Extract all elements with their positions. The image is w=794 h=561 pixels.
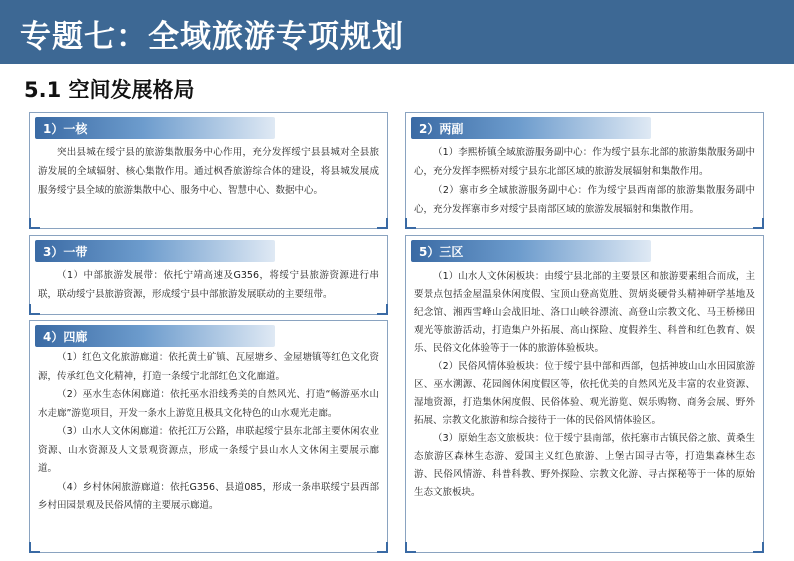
panel-body (414, 143, 755, 219)
corner-decoration (377, 304, 388, 315)
page-title: 专题七：全域旅游专项规划 (20, 19, 404, 55)
corner-decoration (405, 218, 416, 229)
panel-label: 2）两副 (419, 122, 464, 136)
paragraph: （1）山水人文休闲板块：由绥宁县北部的主要景区和旅游要素组合而成，主要景点包括金屋温泉休闲度假、宝顶山登高览胜、贺炳炎硬骨头精神研学基地及纪念馆、湘西雪峰山会战旧址、洛口山峡谷漂流、高登山宗教文化、马王桥梯田观光等旅游活动，打造集户外拓展、高山探险、度假养生、科普和红色教育、娱乐、民俗文化体验等于一体的旅游体验板块。 (414, 271, 755, 354)
paragraph: （3）原始生态文旅板块：位于绥宁县南部，依托寨市古镇民俗之旅、黄桑生态旅游区森林生态游、爱国主义红色旅游、上堡古国寻古等，打造集森林生态游、民俗风情游、科普科教、野外探险、宗教文化游、寻古探秘等于一体的原始生态文旅板块。 (414, 433, 755, 498)
panel-header (411, 117, 651, 139)
panel-label: 5）三区 (419, 245, 464, 259)
paragraph: （2）巫水生态休闲廊道：依托巫水沿线秀美的自然风光、打造“畅游巫水山水走廊”游览项目，开发一条水上游览且极具文化特色的山水观光走廊。 (38, 389, 379, 419)
corner-decoration (377, 218, 388, 229)
panel-label: 3）一带 (43, 245, 88, 259)
panel-two-vice (405, 112, 764, 229)
paragraph: （1）李熙桥镇全域旅游服务副中心：作为绥宁县东北部的旅游集散服务副中心，充分发挥李熙桥对绥宁县东北部区域的旅游发展辐射和集散作用。 (414, 147, 755, 177)
panel-five-zones (405, 235, 764, 553)
panel-label: 4）四廊 (43, 330, 88, 344)
panel-body (414, 268, 755, 502)
corner-decoration (753, 218, 764, 229)
panel-body (38, 349, 379, 516)
corner-decoration (29, 542, 40, 553)
panel-header (35, 117, 275, 139)
paragraph: （1）红色文化旅游廊道：依托黄土矿镇、瓦屋塘乡、金屋塘镇等红色文化资源，传承红色文化精神，打造一条绥宁北部红色文化廊道。 (38, 352, 379, 382)
panel-header (35, 325, 275, 347)
panel-body (38, 143, 379, 200)
paragraph: （2）寨市乡全域旅游服务副中心：作为绥宁县西南部的旅游集散服务副中心，充分发挥寨市乡对绥宁县南部区域的旅游发展辐射和集散作用。 (414, 185, 755, 215)
header-bar (0, 0, 794, 64)
panel-body (38, 266, 379, 304)
paragraph: （2）民俗风情体验板块：位于绥宁县中部和西部，包括神坡山山水田园旅游区、巫水溯源、花园阁休闲度假区等，依托优美的自然风光及丰富的农业资源、湿地资源，打造集休闲度假、民俗体验、观光游览、娱乐购物、商务会展、野外拓展、宗教文化旅游和综合接待于一体的民俗风情体验区。 (414, 361, 755, 426)
corner-decoration (405, 542, 416, 553)
corner-decoration (753, 542, 764, 553)
panel-label: 1）一核 (43, 122, 88, 136)
panel-one-belt (29, 235, 388, 315)
section-title: 5.1 空间发展格局 (24, 78, 195, 102)
panel-one-core (29, 112, 388, 229)
paragraph: （1）中部旅游发展带：依托宁靖高速及G356，将绥宁县旅游资源进行串联，联动绥宁县旅游资源，形成绥宁县中部旅游发展联动的主要纽带。 (38, 270, 379, 300)
panel-header (35, 240, 275, 262)
panel-header (411, 240, 651, 262)
paragraph: 突出县城在绥宁县的旅游集散服务中心作用，充分发挥绥宁县县城对全县旅游发展的全域辐射、核心集散作用。通过枫香旅游综合体的建设，将县城发展成服务绥宁县全域的旅游集散中心、服务中心、智慧中心、数据中心。 (38, 147, 379, 196)
paragraph: （4）乡村休闲旅游廊道：依托G356、县道085，形成一条串联绥宁县西部乡村田园景观及民俗风情的主要展示廊道。 (38, 481, 379, 511)
corner-decoration (29, 304, 40, 315)
corner-decoration (377, 542, 388, 553)
corner-decoration (29, 218, 40, 229)
paragraph: （3）山水人文休闲廊道：依托江万公路，串联起绥宁县东北部主要休闲农业资源、山水资源及人文景观资源点，形成一条绥宁县山水人文休闲主要展示廊道。 (38, 426, 379, 474)
panel-four-corridors (29, 320, 388, 553)
